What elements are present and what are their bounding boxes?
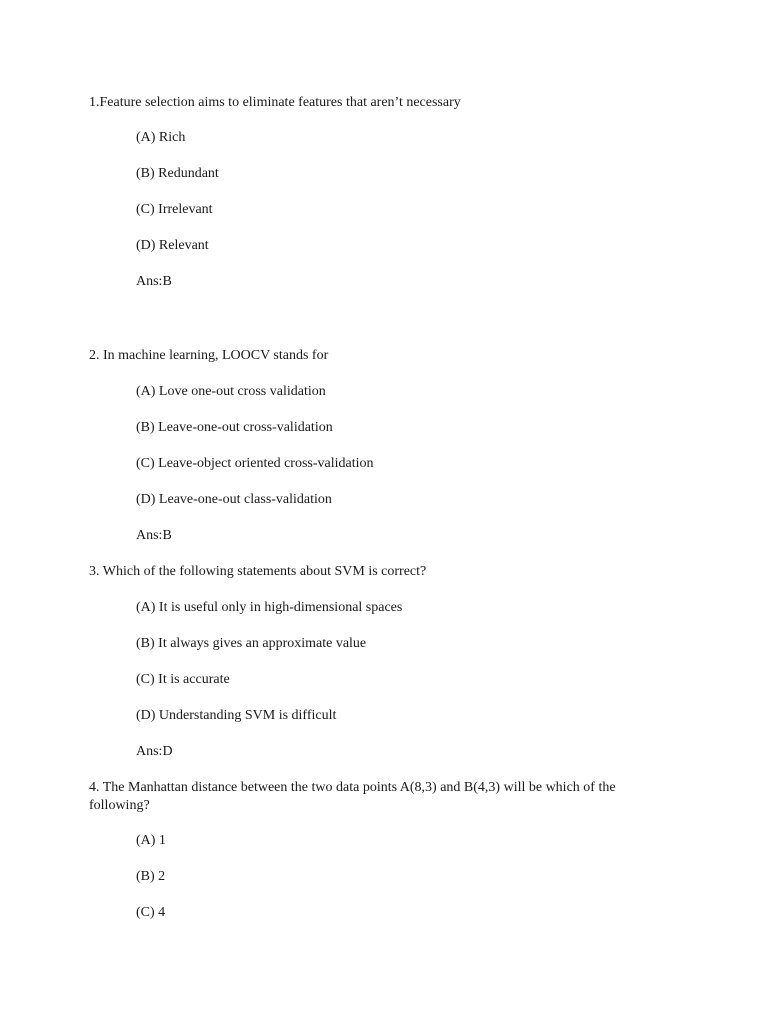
question-2-option-a: (A) Love one-out cross validation bbox=[136, 384, 326, 399]
question-3-option-c: (C) It is accurate bbox=[136, 672, 230, 687]
question-1-option-c: (C) Irrelevant bbox=[136, 202, 213, 217]
question-3-answer: Ans:D bbox=[136, 744, 173, 759]
question-3-text: 3. Which of the following statements about SVM is correct? bbox=[89, 564, 427, 579]
question-3-option-a: (A) It is useful only in high-dimensional spaces bbox=[136, 600, 403, 615]
question-4-option-a: (A) 1 bbox=[136, 833, 166, 848]
question-3-option-b: (B) It always gives an approximate value bbox=[136, 636, 367, 651]
question-1-text: 1.Feature selection aims to eliminate features that aren’t necessary bbox=[89, 95, 461, 110]
question-1-option-a: (A) Rich bbox=[136, 130, 186, 145]
question-1-option-d: (D) Relevant bbox=[136, 238, 209, 253]
question-4-option-c: (C) 4 bbox=[136, 905, 166, 920]
question-4-option-b: (B) 2 bbox=[136, 869, 166, 884]
question-2-option-c: (C) Leave-object oriented cross-validation bbox=[136, 456, 374, 471]
question-2-answer: Ans:B bbox=[136, 528, 172, 543]
question-1-option-b: (B) Redundant bbox=[136, 166, 219, 181]
question-2-text: 2. In machine learning, LOOCV stands for bbox=[89, 348, 329, 363]
question-2-option-d: (D) Leave-one-out class-validation bbox=[136, 492, 332, 507]
question-4-text: 4. The Manhattan distance between the two data points A(8,3) and B(4,3) will be which of the following? bbox=[89, 780, 616, 813]
question-3-option-d: (D) Understanding SVM is difficult bbox=[136, 708, 337, 723]
question-2-option-b: (B) Leave-one-out cross-validation bbox=[136, 420, 333, 435]
question-1-answer: Ans:B bbox=[136, 274, 172, 289]
